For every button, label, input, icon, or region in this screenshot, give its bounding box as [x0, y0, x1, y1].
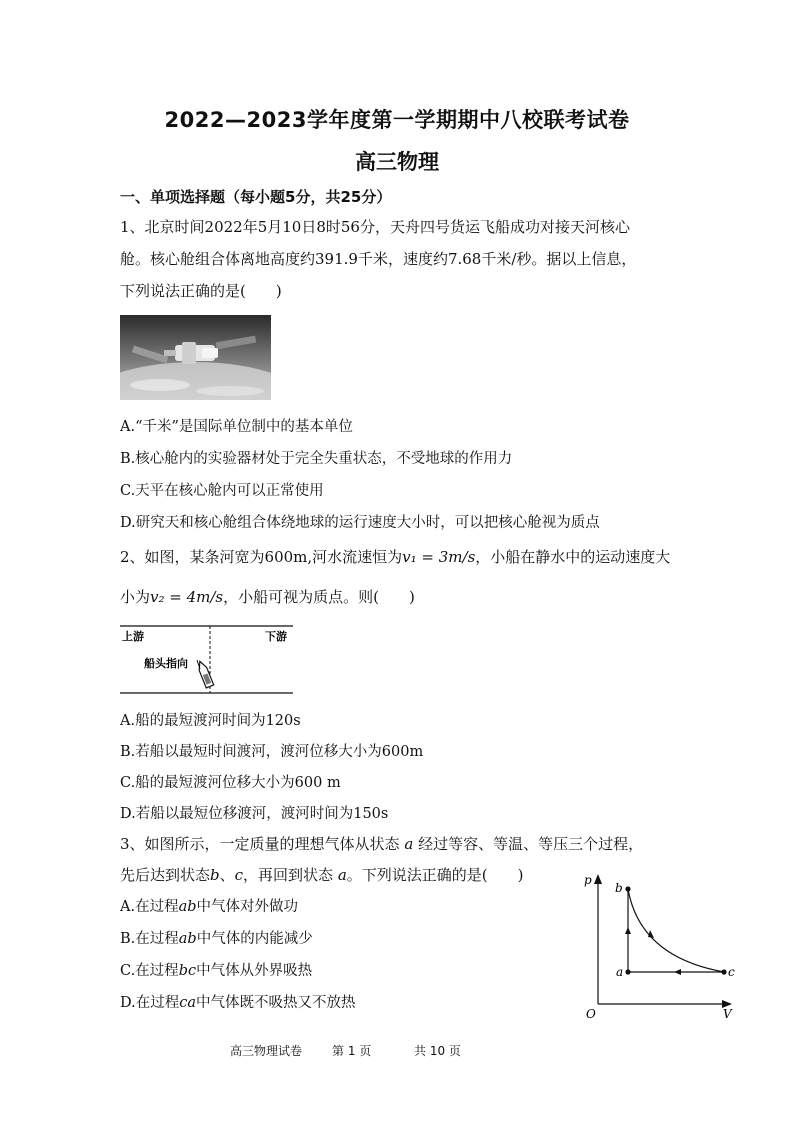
q1-line-1: 1、北京时间2022年5月10日8时56分，天舟四号货运飞船成功对接天河核心 [120, 218, 630, 236]
q1-line-2: 舱。核心舱组合体离地高度约391.9千米，速度约7.68千米/秒。据以上信息， [120, 250, 637, 268]
point-a-label: a [616, 965, 624, 979]
point-b-dot [625, 886, 630, 891]
q1-option-d: D.研究天和核心舱组合体绕地球的运行速度大小时，可以把核心舱视为质点 [120, 515, 600, 531]
q3-line-1-text: 3、如图所示，一定质量的理想气体从状态 [120, 835, 400, 853]
q3-option-a-process: ab [178, 899, 197, 915]
q3-line-2-text: 先后达到状态 [120, 866, 211, 884]
exam-subtitle: 高三物理 [355, 150, 439, 174]
v-axis-label: V [723, 1007, 732, 1020]
q2-option-a: A.船的最短渡河时间为120s [120, 713, 301, 729]
bow-label: 船头指向 [144, 657, 188, 670]
point-b-label: b [615, 881, 623, 895]
point-c-label: c [728, 965, 735, 979]
q3-state-a-return: a [337, 866, 347, 884]
q3-option-c-process: bc [178, 963, 197, 979]
q3-option-b-post: 中气体的内能减少 [196, 931, 313, 947]
upstream-label: 上游 [122, 630, 144, 643]
process-bc [628, 889, 724, 972]
q3-option-b-pre: B.在过程 [120, 931, 179, 947]
q2-line-1-tail: ，小船在静水中的运动速度大 [475, 548, 671, 566]
q2-v2-equation: v₂ = 4m/s [150, 588, 224, 606]
q1-line-3: 下列说法正确的是( ) [120, 282, 282, 300]
q3-option-a-pre: A.在过程 [120, 899, 179, 915]
section-heading: 一、单项选择题（每小题5分，共25分） [120, 188, 392, 206]
q2-option-b: B.若船以最短时间渡河，渡河位移大小为600m [120, 744, 424, 760]
q3-line-1 [120, 833, 643, 854]
exam-title: 2022—2023学年度第一学期期中八校联考试卷 [164, 108, 630, 132]
q3-option-a [120, 895, 298, 916]
q1-option-a: A.“千米”是国际单位制中的基本单位 [120, 419, 353, 435]
q3-option-c-post: 中气体从外界吸热 [196, 963, 313, 979]
footer-subject: 高三物理试卷 [230, 1044, 303, 1058]
arrow-ca [674, 969, 681, 975]
q3-line-2-tail: 。下列说法正确的是( ) [346, 866, 524, 884]
point-c-dot [721, 969, 726, 974]
q3-line-2: 先后达到状态b、c，再回到状态 a。下列说法正确的是( ) [120, 866, 524, 884]
q3-option-d [120, 991, 355, 1012]
p-axis-arrow [594, 874, 602, 884]
footer-total-pages: 共 10 页 [414, 1044, 461, 1058]
pv-diagram [578, 872, 738, 1020]
q3-option-d-process: ca [179, 995, 196, 1011]
q3-line-2-mid: ，再回到状态 [243, 866, 334, 884]
q2-option-c: C.船的最短渡河位移大小为600 m [120, 775, 341, 791]
q2-v1-equation: v₁ = 3m/s [402, 548, 476, 566]
point-a-dot [625, 969, 630, 974]
q2-line-1-text: 2、如图，某条河宽为600m,河水流速恒为 [120, 548, 403, 566]
q2-line-2-tail: ，小船可视为质点。则( ) [223, 588, 415, 606]
q2-option-d: D.若船以最短位移渡河，渡河时间为150s [120, 806, 389, 822]
arrow-ab [625, 927, 631, 934]
arrow-bc [648, 930, 654, 938]
q3-option-b-process: ab [178, 931, 197, 947]
q2-line-1 [120, 546, 670, 567]
origin-label: O [586, 1007, 596, 1020]
q3-option-c [120, 959, 312, 980]
space-station-photo [120, 315, 271, 400]
q3-option-a-post: 中气体对外做功 [196, 899, 299, 915]
q2-line-2 [120, 586, 415, 607]
downstream-label: 下游 [265, 630, 287, 643]
q3-line-1-tail: 经过等容、等温、等压三个过程， [418, 835, 644, 853]
q2-line-2-text: 小为 [120, 588, 151, 606]
q3-state-a: a [404, 835, 414, 853]
footer-page-number: 第 1 页 [332, 1044, 372, 1058]
q3-option-d-post: 中气体既不吸热又不放热 [195, 995, 356, 1011]
q3-option-d-pre: D.在过程 [120, 995, 180, 1011]
river-figure [120, 624, 293, 696]
p-axis-label: p [584, 873, 592, 887]
q1-option-c: C.天平在核心舱内可以正常使用 [120, 483, 324, 499]
q3-state-b: b [210, 866, 220, 884]
q3-option-b [120, 927, 313, 948]
q3-option-c-pre: C.在过程 [120, 963, 179, 979]
q1-option-b: B.核心舱内的实验器材处于完全失重状态，不受地球的作用力 [120, 451, 513, 467]
q3-state-c: c [234, 866, 244, 884]
